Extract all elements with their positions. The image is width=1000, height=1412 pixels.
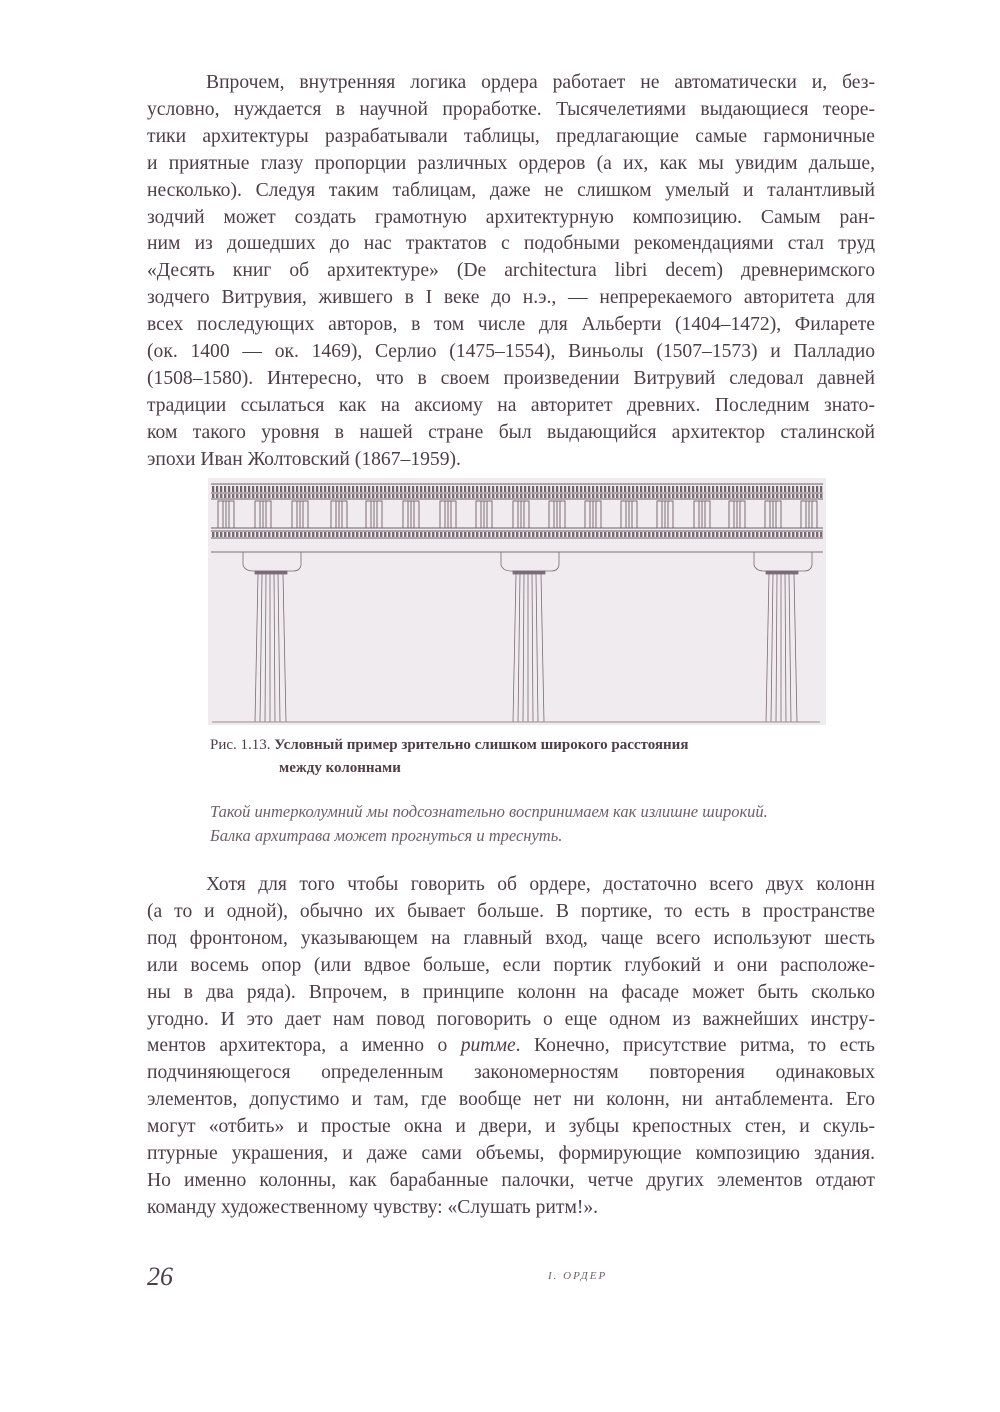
- text-line: всех последующих авторов, в том числе для Альберти (1404–1472), Филарете: [147, 314, 875, 336]
- text-segment: ментов архитектора, а именно о: [147, 1035, 461, 1057]
- text-line: команду художественному чувству: «Слушать ритм!».: [147, 1196, 599, 1218]
- figure-caption: [210, 734, 688, 780]
- text-line: Впрочем, внутренняя логика ордера работает не автоматически и, без-: [206, 72, 875, 93]
- caption-text-line2: между колоннами: [279, 760, 401, 776]
- text-line: (ок. 1400 — ок. 1469), Серлио (1475–1554), Виньолы (1507–1573) и Палладио: [147, 341, 875, 363]
- figure-note: [210, 800, 768, 847]
- emphasized-term: ритме: [460, 1035, 516, 1057]
- text-line: «Десять книг об архитектуре» (De architectura libri decem) древнеримского: [147, 260, 875, 282]
- figure-label: Рис. 1.13.: [210, 737, 271, 753]
- text-line: угодно. И это дает нам повод поговорить о еще одном из важнейших инстру-: [147, 1008, 875, 1030]
- text-line: ны в два ряда). Впрочем, в принципе колонн на фасаде может быть сколько: [147, 981, 875, 1003]
- text-line: и приятные глазу пропорции различных ордеров (а их, как мы увидим дальше,: [147, 152, 875, 174]
- text-line: тики архитектуры разрабатывали таблицы, предлагающие самые гармоничные: [147, 125, 875, 147]
- caption-text-line1: Условный пример зрительно слишком широкого расстояния: [274, 737, 689, 753]
- text-line: несколько). Следуя таким таблицам, даже не слишком умелый и талантливый: [147, 179, 875, 201]
- text-line: зодчего Витрувия, жившего в I веке до н.э., — непререкаемого авторитета для: [147, 287, 875, 309]
- text-line: ним из дошедших до нас трактатов с подобными рекомендациями стал труд: [147, 233, 875, 255]
- text-line: эпохи Иван Жолтовский (1867–1959).: [147, 448, 461, 470]
- text-line: элементов, допустимо и там, где вообще нет ни колонн, ни антаблемента. Его: [147, 1089, 875, 1111]
- note-line: Балка архитрава может прогнуться и треснуть.: [210, 825, 563, 845]
- figure-colonnade-illustration: [208, 478, 826, 725]
- text-line: зодчий может создать грамотную архитектурную композицию. Самым ран-: [147, 206, 875, 228]
- text-line: (1508–1580). Интересно, что в своем произведении Витрувий следовал давней: [147, 367, 875, 389]
- text-line: ком такого уровня в нашей стране был выдающийся архитектор сталинской: [147, 421, 875, 443]
- text-line: (а то и одной), обычно их бывает больше. В портике, то есть в пространстве: [147, 900, 875, 922]
- doric-colonnade-drawing: [208, 478, 826, 725]
- text-line: птурные украшения, и даже сами объемы, формирующие композицию здания.: [147, 1143, 875, 1165]
- page-number: 26: [147, 1262, 173, 1291]
- text-line: Но именно колонны, как барабанные палочки, четче других элементов отдают: [147, 1169, 875, 1191]
- note-line: Такой интерколумний мы подсознательно воспринимаем как излишне широкий.: [210, 802, 768, 821]
- text-line: условно, нуждается в научной проработке. Тысячелетиями выдающиеся теоре-: [147, 98, 875, 120]
- text-line: подчиняющегося определенным закономерностям повторения одинаковых: [147, 1062, 875, 1084]
- text-segment: . Конечно, присутствие ритма, то есть: [515, 1035, 875, 1057]
- paragraph-vitruvius: [147, 70, 875, 474]
- text-line: или восемь опор (или вдвое больше, если портик глубокий и они расположе-: [147, 954, 875, 976]
- paragraph-rhythm: [147, 872, 875, 1222]
- column-left: [243, 552, 301, 722]
- text-line: [147, 1033, 875, 1060]
- text-line: под фронтоном, указывающем на главный вход, чаще всего используют шесть: [147, 927, 875, 949]
- column-right: [754, 552, 812, 722]
- text-line: Хотя для того чтобы говорить об ордере, достаточно всего двух колонн: [206, 874, 875, 895]
- running-head: I. ОРДЕР: [548, 1270, 608, 1282]
- column-center: [501, 552, 559, 722]
- text-line: традиции ссылаться как на аксиому на авторитет древних. Последним знато-: [147, 394, 875, 416]
- text-line: могут «отбить» и простые окна и двери, и зубцы крепостных стен, и скуль-: [147, 1116, 875, 1138]
